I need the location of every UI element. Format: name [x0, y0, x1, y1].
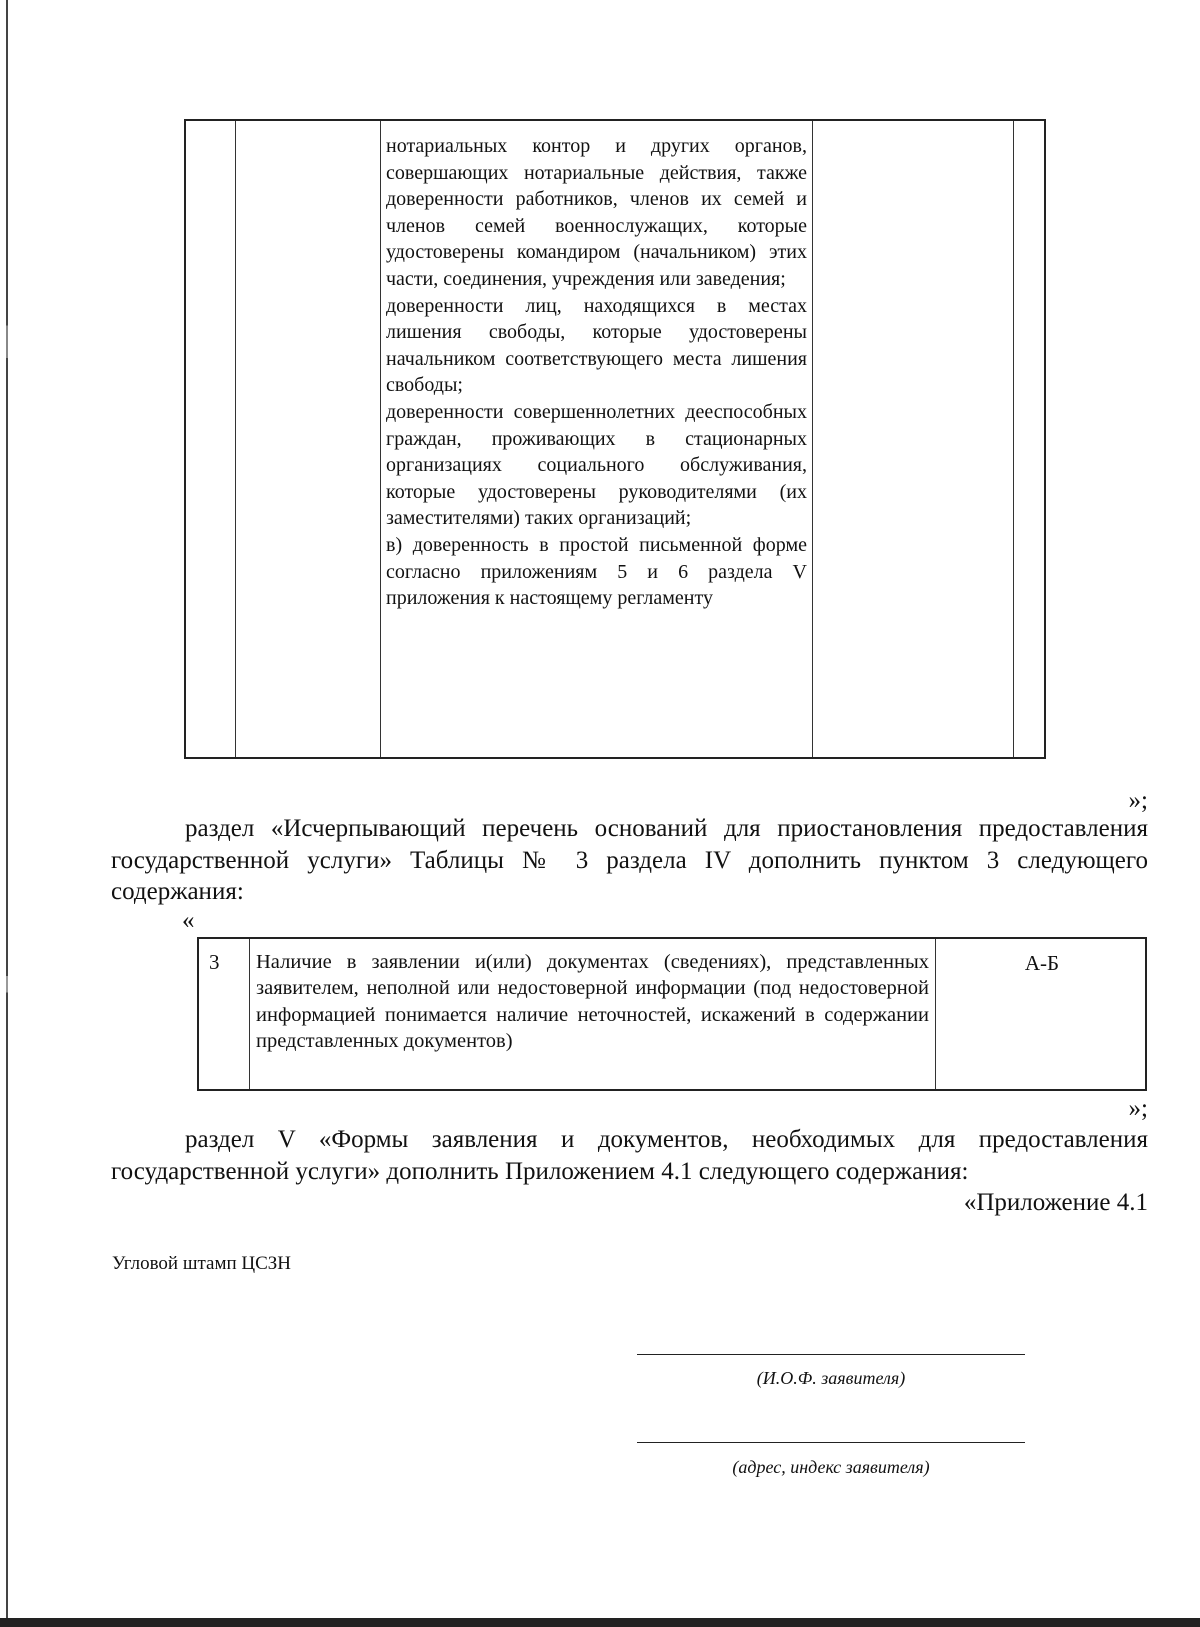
- table-column-divider: [249, 939, 250, 1089]
- address-caption: (адрес, индекс заявителя): [732, 1457, 930, 1477]
- name-signature-line: [637, 1354, 1025, 1355]
- suspension-grounds-table: [197, 937, 1147, 1091]
- documents-table-cell: [386, 133, 807, 612]
- closing-quote: »;: [1128, 1095, 1148, 1122]
- closing-quote: »;: [1128, 787, 1148, 814]
- table-column-divider: [812, 121, 813, 757]
- scan-left-edge: [6, 0, 8, 1627]
- table-paragraph: нотариальных контор и других органов, совершающих нотариальные действия, также доверенности работников, членов их семей и членов семей военнослужащих, которые удостоверены командиром (начальником) этих части, соединения, учреждения или заведения;: [386, 135, 807, 290]
- table-paragraph: доверенности совершеннолетних дееспособных граждан, проживающих в стационарных организациях социального обслуживания, которые удостоверены руководителями (их заместителями) таких организаций;: [386, 400, 807, 530]
- table-paragraph: доверенности лиц, находящихся в местах лишения свободы, которые удостоверены начальником соответствующего места лишения свободы;: [386, 294, 807, 397]
- corner-stamp-label: Угловой штамп ЦСЗН: [112, 1253, 292, 1274]
- address-signature-line: [637, 1442, 1025, 1443]
- row-number: 3: [209, 950, 220, 974]
- ground-description: Наличие в заявлении и(или) документах (сведениях), представленных заявителем, неполной или недостоверной информации (под недостоверной информацией понимается наличие неточностей, искажений в содержании представленных документов): [256, 951, 929, 1053]
- appendix-title: «Приложение 4.1: [963, 1189, 1148, 1216]
- table-column-divider: [235, 121, 236, 757]
- opening-quote: «: [182, 907, 195, 934]
- table-column-divider: [935, 939, 936, 1089]
- table-paragraph: в) доверенность в простой письменной форме согласно приложениям 5 и 6 раздела V приложения к настоящему регламенту: [386, 533, 807, 610]
- ground-code: А-Б: [1024, 951, 1060, 975]
- table-column-divider: [380, 121, 381, 757]
- paragraph-suspension-grounds: раздел «Исчерпывающий перечень оснований для приостановления предоставления государственной услуги» Таблицы № 3 раздела IV дополнить пунктом 3 следующего содержания:: [111, 815, 1148, 905]
- name-caption: (И.О.Ф. заявителя): [756, 1368, 906, 1388]
- table-column-divider: [1013, 121, 1014, 757]
- paragraph-forms-section: раздел V «Формы заявления и документов, необходимых для предоставления государственной услуги» дополнить Приложением 4.1 следующего содержания:: [111, 1126, 1148, 1185]
- scan-bottom-edge: [0, 1618, 1200, 1627]
- documents-table: [184, 119, 1046, 759]
